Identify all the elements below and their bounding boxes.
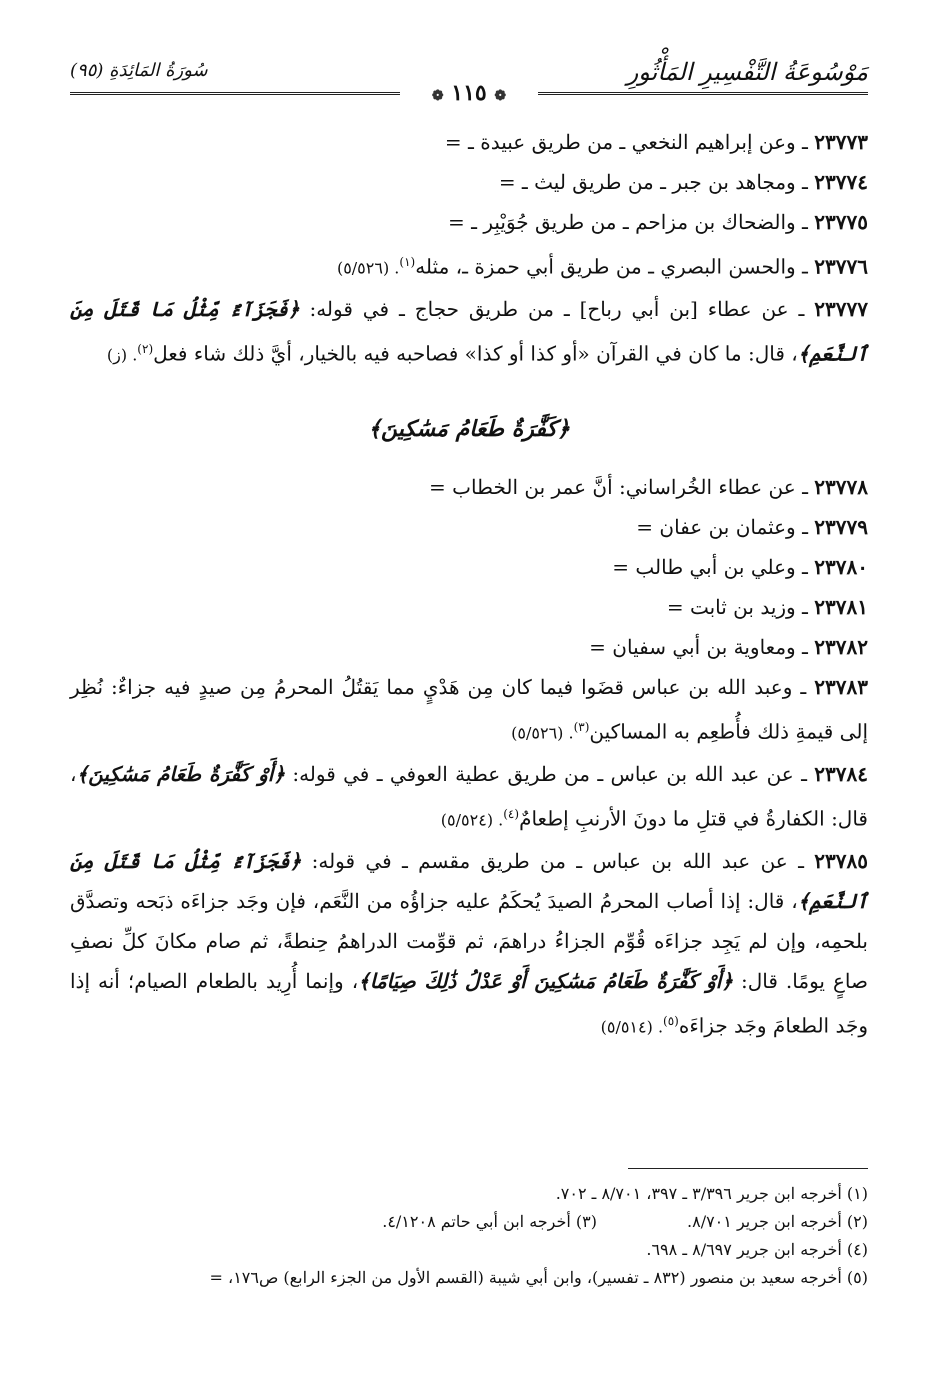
entry-text: ـ والحسن البصري ـ من طريق أبي حمزة ـ، مثله: [415, 254, 808, 279]
entry-text: ـ عن عبد الله بن عباس ـ من طريق عطية العوفي ـ في قوله:: [292, 761, 807, 786]
entry-text: ـ وزيد بن ثابت =: [666, 595, 808, 620]
footnote: [70, 1264, 868, 1292]
narration-entry: [70, 289, 868, 376]
footnote-marker: (١): [399, 255, 416, 269]
entry-number: ٢٣٧٧٧: [814, 296, 869, 321]
entry-text: ـ وعلي بن أبي طالب =: [612, 555, 808, 580]
footnote-text: (٢) أخرجه ابن جرير ٨/٧٠١.: [687, 1212, 868, 1231]
volume-reference: . (٥/٥١٤): [600, 1017, 664, 1037]
footnote-marker: (٤): [503, 806, 520, 821]
entry-text-cont: ، وإنما أُرِيد بالطعام الصيام؛ أنه إذا وجَد الطعامَ وجَد جزاءَه: [70, 968, 868, 1038]
volume-reference: . (ز): [106, 345, 138, 365]
entry-text: ـ وعن إبراهيم النخعي ـ من طريق عبيدة ـ =: [444, 130, 808, 154]
entry-text: ـ وعثمان بن عفان =: [636, 515, 808, 540]
entry-number: ٢٣٧٧٨: [814, 475, 868, 500]
footnotes: [70, 1180, 868, 1292]
narration-entry: [70, 162, 868, 202]
entry-text: ـ عن عطاء الخُراساني: أنَّ عمر بن الخطاب =: [429, 475, 808, 500]
entry-number: ٢٣٧٨٢: [814, 635, 868, 660]
entry-text-cont: ، قال: ما كان في القرآن «أو كذا أو كذا» فصاحبه فيه بالخيار، أيَّ ذلك شاء فعل: [153, 341, 798, 366]
page-header: [70, 52, 868, 112]
footnote-separator: [628, 1168, 868, 1169]
page-number: ١١٥: [451, 80, 487, 106]
entry-text: ـ وعبد الله بن عباس قضَوا فيما كان مِن هَدْيٍ مما يَقتُلُ المحرمُ مِن صيدٍ فيه جزاءٌ: نُظِر إلى قيمةِ ذلك فأُطعِم به المساكين: [70, 675, 868, 744]
quran-verse: ﴿فَجَزَآءٌ مِّثْلُ مَا قَتَلَ مِنَ ٱلنَّعَمِ﴾: [70, 296, 868, 366]
quran-verse: ﴿فَجَزَآءٌ مِّثْلُ مَا قَتَلَ مِنَ ٱلنَّعَمِ﴾: [70, 848, 868, 913]
footnote-marker: (٥): [663, 1013, 679, 1028]
entry-text: ـ عن عبد الله بن عباس ـ من طريق مقسم ـ في قوله:: [311, 848, 804, 873]
narration-entry: [70, 841, 868, 1048]
narration-entry: [70, 587, 868, 627]
entry-text-cont: ، قال: الكفارةُ في قتلِ ما دونَ الأرنبِ إطعامٌ: [70, 761, 868, 831]
narration-entry: [70, 202, 868, 242]
narration-entry: [70, 242, 868, 289]
footnote: [70, 1180, 868, 1208]
footnote-text: (١) أخرجه ابن جرير ٣/٣٩٦ ـ ٣٩٧، ٨/٧٠١ ـ ٧٠٢.: [555, 1184, 868, 1203]
narration-entry: [70, 122, 868, 162]
entry-number: ٢٣٧٨١: [814, 595, 868, 620]
narration-entry: [70, 467, 868, 507]
narration-entry: [70, 547, 868, 587]
header-rule-right: [538, 92, 868, 95]
page-body: [70, 122, 868, 1047]
ornament-icon: ❁: [494, 88, 507, 104]
entry-number: ٢٣٧٧٥: [814, 210, 868, 234]
quran-verse: ﴿أَوْ كَفَّٰرَةٌ طَعَامُ مَسَٰكِينَ﴾: [76, 761, 285, 786]
narration-entry: [70, 667, 868, 754]
section-heading: ﴿كَفَّٰرَةٌ طَعَامُ مَسَٰكِينَ﴾: [368, 416, 570, 443]
entry-number: ٢٣٧٧٩: [814, 515, 868, 540]
ornament-icon: ❁: [431, 88, 444, 104]
book-title: مَوْسُوعَةُ التَّفْسِيرِ المَأْثُورِ: [626, 58, 868, 86]
footnote-text: (٣) أخرجه ابن أبي حاتم ٤/١٢٠٨.: [382, 1212, 597, 1231]
header-rule-left: [70, 92, 400, 95]
sura-label: سُورَةُ المَائِدَةِ (٩٥): [70, 60, 208, 81]
entry-number: ٢٣٧٧٣: [814, 130, 868, 154]
entry-number: ٢٣٧٨٥: [814, 848, 868, 873]
footnote-marker: (٢): [137, 341, 154, 356]
footnote: [70, 1236, 868, 1264]
entry-number: ٢٣٧٨٤: [814, 761, 868, 786]
entry-text: ـ ومعاوية بن أبي سفيان =: [589, 635, 808, 660]
footnote: [70, 1208, 868, 1236]
volume-reference: . (٥/٥٢٦): [336, 258, 400, 278]
volume-reference: . (٥/٥٢٦): [511, 723, 574, 743]
entry-text-cont: ، قال: إذا أصاب المحرمُ الصيدَ يُحكَمُ عليه جزاؤُه من النَّعَم، فإن وجَد جزاءَه ذبَحه وتصدَّق بلحمِه، وإن لم يَجِد جزاءَه قُوِّم الجزاءُ دراهمَ، ثم قوِّمت الدراهمُ حِنطةً، ثم صام مكانَ كلِّ نصفِ صاعٍ يومًا. قال:: [70, 888, 868, 993]
entry-text: ـ والضحاك بن مزاحم ـ من طريق جُوَيْبِر ـ =: [447, 210, 808, 234]
narration-entry: [70, 754, 868, 841]
footnote-marker: (٣): [573, 720, 590, 735]
entry-number: ٢٣٧٧٤: [814, 170, 868, 194]
footnote-text: (٥) أخرجه سعيد بن منصور (٨٣٢ ـ تفسير)، وابن أبي شيبة (القسم الأول من الجزء الرابع) ص١٧٦، =: [209, 1268, 868, 1287]
entry-text: ـ ومجاهد بن جبر ـ من طريق ليث ـ =: [498, 170, 808, 194]
entry-number: ٢٣٧٧٦: [814, 254, 868, 279]
footnote-text: (٤) أخرجه ابن جرير ٨/٦٩٧ ـ ٦٩٨.: [646, 1240, 868, 1259]
entry-number: ٢٣٧٨٣: [814, 675, 868, 700]
narration-entry: [70, 627, 868, 667]
page-number-group: [432, 80, 506, 106]
volume-reference: . (٥/٥٢٤): [440, 810, 504, 830]
entry-text: ـ عن عطاء [بن أبي رباح] ـ من طريق حجاج ـ في قوله:: [309, 296, 805, 321]
narration-entry: [70, 507, 868, 547]
entry-number: ٢٣٧٨٠: [814, 555, 868, 580]
quran-verse: ﴿أَوْ كَفَّٰرَةٌ طَعَامُ مَسَٰكِينَ أَوْ عَدْلُ ذَٰلِكَ صِيَامًا﴾: [358, 968, 734, 993]
